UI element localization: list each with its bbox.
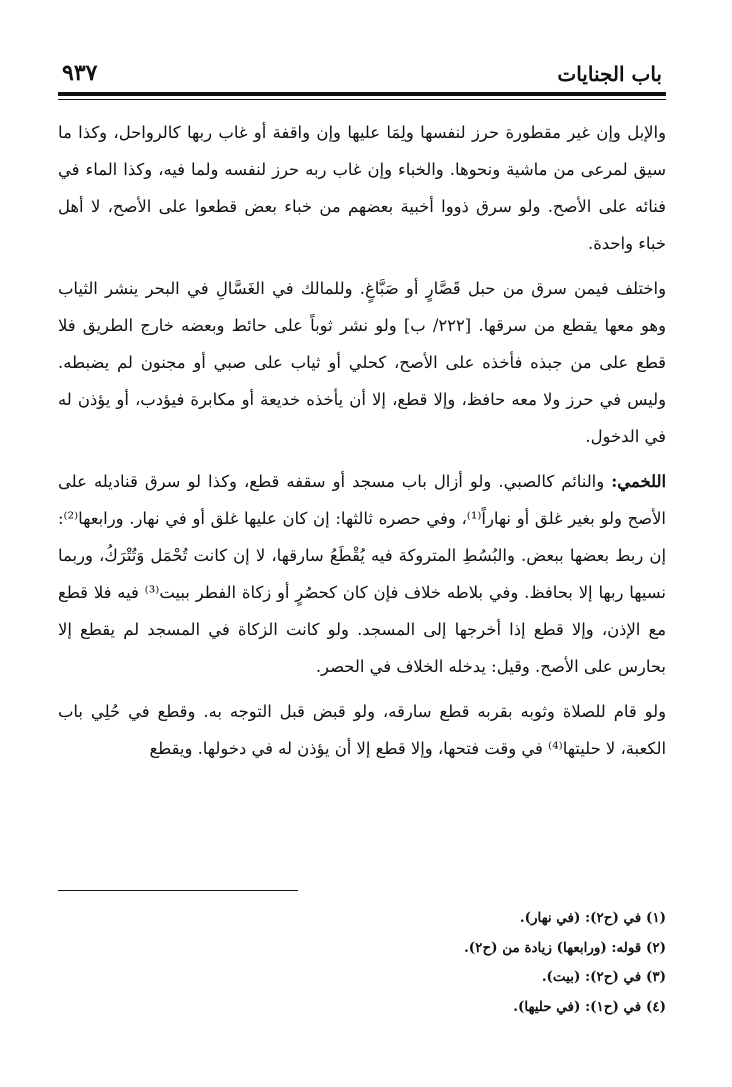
paragraph	[58, 114, 666, 262]
footnote-rule	[58, 890, 298, 891]
paragraph-text: والإبل وإن غير مقطورة حرز لنفسها ولِمَا عليها وإن واقفة أو غاب ربها كالرواحل، وكذا ما سيق لمرعى من ماشية ونحوها. والخباء وإن غاب ربه حرز لنفسه ولما فيه، وكذا الماء في فنائه على الأصح. ولو سرق ذووا أخبية بعضهم من خباء بعض قطعوا على الأصح، لا أهل خباء واحدة.	[58, 123, 666, 253]
page-header	[58, 48, 666, 86]
paragraph	[58, 270, 666, 455]
footnote: (٢) قوله: (ورابعها) زيادة من (ح٢).	[464, 939, 666, 956]
paragraph-lead: اللخمي:	[611, 472, 666, 491]
header-rule-thick	[58, 92, 666, 96]
footnote: (٤) في (ح١): (في حليها).	[513, 998, 666, 1015]
running-title: باب الجنايات	[557, 62, 662, 86]
footnote: (١) في (ح٢): (في نهار).	[519, 910, 666, 926]
paragraph	[58, 693, 666, 767]
body-text	[58, 114, 666, 767]
paragraph	[58, 463, 666, 685]
paragraph-text: ولو قام للصلاة وثوبه بقربه قطع سارقه، ولو قبض قبل التوجه به. وقطع في حُلِي باب الكعبة، لا حليتها⁽⁴⁾ في وقت فتحها، وإلا قطع إلا أن يؤذن له في دخولها. ويقطع	[58, 702, 666, 758]
paragraph-text: واختلف فيمن سرق من حبل قَصَّارٍ أو صَبَّاغٍ. وللمالك في الغَسَّالِ في البحر ينشر الثياب وهو معها يقطع من سرقها. [٢٢٢/ ب] ولو نشر ثوباً على حائط وبعضه خارج الطريق فلا قطع على من جبذه فأخذه على الأصح، كحلي أو ثياب على صبي أو مجنون لم يضبطه. وليس في حرز ولا معه حافظ، وإلا قطع، إلا أن يأخذه خديعة أو مكابرة فيؤدب، أو يؤذن له في الدخول.	[58, 279, 666, 446]
page-number: ٩٣٧	[62, 60, 98, 86]
header-rule-thin	[58, 99, 666, 100]
page	[58, 48, 666, 1015]
footnote: (٣) في (ح٢): (بيت).	[541, 969, 666, 985]
paragraph-text: والنائم كالصبي. ولو أزال باب مسجد أو سقفه قطع، وكذا لو سرق قناديله على الأصح ولو بغير غلق أو نهاراً⁽¹⁾، وفي حصره ثالثها: إن كان عليها غلق أو في نهار. ورابعها⁽²⁾: إن ربط بعضها ببعض. والبُسُطِ المتروكة فيه يُقْطَعُ سارقها، لا إن كانت تُحْمَل وَتُتْرَكُ، وربما نسيها ربها إلا بحافظ. وفي بلاطه خلاف فإن كان كحصُرٍ أو زكاة الفطر ببيت⁽³⁾ فيه فلا قطع مع الإذن، وإلا قطع إذا أخرجها إلى المسجد. ولو كانت الزكاة في المسجد لم يقطع إلا بحارس على الأصح. وقيل: يدخله الخلاف في الحصر.	[58, 472, 666, 676]
footnotes	[58, 904, 666, 1022]
